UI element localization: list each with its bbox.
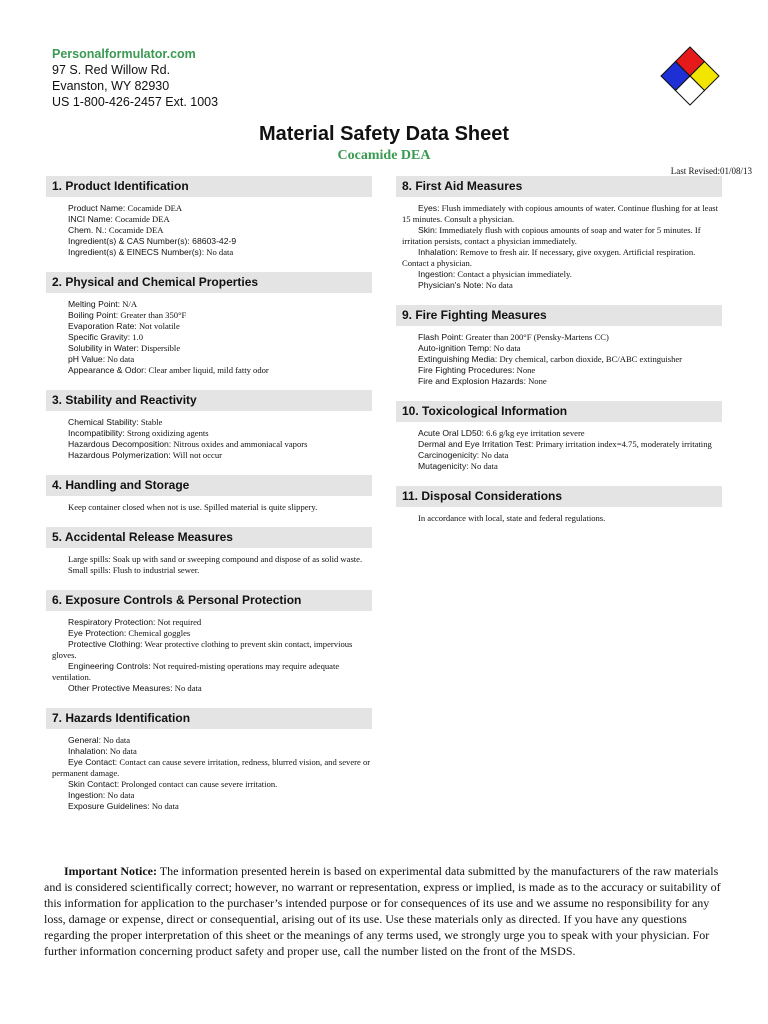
section-items: [396, 332, 722, 387]
field-label: Specific Gravity:: [68, 332, 131, 342]
product-subtitle: Cocamide DEA: [337, 148, 431, 163]
field-label: Acute Oral LD50:: [418, 428, 484, 438]
field-label: Carcinogenicity:: [418, 450, 480, 460]
field-value: No data: [100, 735, 131, 745]
field-row: [52, 801, 372, 812]
section-7-hazards-identification: [46, 708, 372, 812]
field-value: 1.0: [130, 332, 143, 342]
field-value: No data: [149, 801, 179, 811]
field-row: [52, 439, 372, 450]
section-heading: 6. Exposure Controls & Personal Protection: [46, 590, 372, 611]
field-label: Inhalation:: [68, 746, 108, 756]
left-column: [46, 176, 372, 826]
field-row: [402, 354, 722, 365]
field-value: Prolonged contact can cause severe irritation.: [119, 779, 278, 789]
field-row: [402, 225, 722, 247]
section-items: [46, 502, 372, 513]
last-revised-date: Last Revised:01/08/13: [670, 166, 752, 176]
field-value: Not volatile: [136, 321, 180, 331]
section-heading: 5. Accidental Release Measures: [46, 527, 372, 548]
field-value: Cocamide DEA: [112, 214, 170, 224]
field-label: Ingestion:: [68, 790, 106, 800]
field-value: Strong oxidizing agents: [124, 428, 209, 438]
section-items: [46, 617, 372, 694]
section-2-physical-and-chemical-properties: [46, 272, 372, 376]
field-row: [52, 757, 372, 779]
phone-number: US 1-800-426-2457 Ext. 1003: [52, 95, 219, 109]
field-row: [52, 236, 372, 247]
field-label: Ingestion:: [418, 269, 456, 279]
field-row: [52, 628, 372, 639]
field-value: Will not occur: [170, 450, 222, 460]
field-row: [52, 343, 372, 354]
field-row: [402, 439, 722, 450]
field-value: No data: [491, 343, 521, 353]
field-value: Greater than 200°F (Pensky-Martens CC): [463, 332, 609, 342]
field-label: Eye Contact:: [68, 757, 118, 767]
field-label: INCI Name:: [68, 214, 113, 224]
company-name[interactable]: Personalformulator.com: [52, 47, 196, 61]
field-row: [52, 502, 372, 513]
field-row: [52, 565, 372, 576]
field-row: [402, 332, 722, 343]
field-value: No data: [105, 354, 135, 364]
field-value: Chemical goggles: [126, 628, 191, 638]
field-value: None: [525, 376, 547, 386]
section-8-first-aid-measures: [396, 176, 722, 291]
field-value: Clear amber liquid, mild fatty odor: [146, 365, 269, 375]
section-heading: 8. First Aid Measures: [396, 176, 722, 197]
field-value: Cocamide DEA: [106, 225, 164, 235]
notice-text: The information presented herein is based on experimental data submitted by the manufacturers of the raw materials and is considered scientifically correct; however, no warrant or representation, express or implied, is made as to the accuracy or suitability of this information for application to the purchaser’s intended purpose or for consequences of its use and we assume no responsibility for any loss, damage or expense, direct or consequential, arising out of its use. Use these materials only as directed. If you have any questions regarding the proper interpretation of this sheet or the meanings of any terms used, we strongly urge you to speak with your physician. For further information concerning product safety and proper use, call the number listed on the front of the MSDS.: [44, 864, 721, 958]
field-value: No data: [468, 461, 498, 471]
field-value: No data: [483, 280, 513, 290]
field-row: [52, 450, 372, 461]
field-row: [402, 365, 722, 376]
field-value: Small spills: Flush to industrial sewer.: [68, 565, 200, 575]
field-label: Boiling Point:: [68, 310, 119, 320]
section-heading: 1. Product Identification: [46, 176, 372, 197]
field-row: [402, 269, 722, 280]
field-row: [52, 790, 372, 801]
field-label: Dermal and Eye Irritation Test:: [418, 439, 534, 449]
field-label: Skin Contact:: [68, 779, 120, 789]
field-value: Keep container closed when not is use. Spilled material is quite slippery.: [68, 502, 318, 512]
important-notice: [44, 863, 722, 959]
company-header: [52, 46, 218, 110]
field-value: No data: [204, 247, 234, 257]
field-label: Eye Protection:: [68, 628, 127, 638]
field-row: [52, 247, 372, 258]
field-label: Flash Point:: [418, 332, 464, 342]
field-value: Dispersible: [138, 343, 181, 353]
section-4-handling-and-storage: [46, 475, 372, 513]
field-row: [402, 247, 722, 269]
field-label: Ingredient(s) & EINECS Number(s):: [68, 247, 205, 257]
field-label: Solubility in Water:: [68, 343, 139, 353]
field-row: [52, 735, 372, 746]
section-heading: 9. Fire Fighting Measures: [396, 305, 722, 326]
section-10-toxicological-information: [396, 401, 722, 472]
field-label: Fire Fighting Procedures:: [418, 365, 515, 375]
section-items: [46, 735, 372, 812]
field-label: Exposure Guidelines:: [68, 801, 150, 811]
field-value: Cocamide DEA: [125, 203, 183, 213]
field-label: Appearance & Odor:: [68, 365, 147, 375]
field-label: General:: [68, 735, 101, 745]
field-row: [52, 299, 372, 310]
section-9-fire-fighting-measures: [396, 305, 722, 387]
address-line-2: Evanston, WY 82930: [52, 79, 170, 93]
field-row: [402, 461, 722, 472]
field-label: Eyes:: [418, 203, 440, 213]
field-label: Chem. N.:: [68, 225, 107, 235]
field-value: Dry chemical, carbon dioxide, BC/ABC extinguisher: [497, 354, 683, 364]
field-row: [402, 343, 722, 354]
field-label: Hazardous Decomposition:: [68, 439, 172, 449]
field-row: [52, 554, 372, 565]
field-value: Nitrous oxides and ammoniacal vapors: [171, 439, 308, 449]
field-value: No data: [107, 746, 137, 756]
field-label: Engineering Controls:: [68, 661, 151, 671]
field-label: Melting Point:: [68, 299, 121, 309]
field-row: [52, 746, 372, 757]
field-label: Incompatibility:: [68, 428, 125, 438]
field-row: [52, 683, 372, 694]
field-row: [52, 214, 372, 225]
field-value: Not required: [155, 617, 202, 627]
field-label: Mutagenicity:: [418, 461, 469, 471]
field-value: No data: [105, 790, 135, 800]
section-heading: 11. Disposal Considerations: [396, 486, 722, 507]
field-value: Wear protective clothing to prevent skin contact, impervious gloves.: [52, 639, 353, 660]
field-value: Immediately flush with copious amounts of soap and water for 5 minutes. If irritation persists, contact a physician immediately.: [402, 225, 701, 246]
field-row: [402, 450, 722, 461]
field-value: In accordance with local, state and federal regulations.: [418, 513, 606, 523]
field-value: Greater than 350°F: [118, 310, 187, 320]
field-row: [52, 354, 372, 365]
field-value: None: [514, 365, 536, 375]
address-line-1: 97 S. Red Willow Rd.: [52, 63, 171, 77]
section-5-accidental-release-measures: [46, 527, 372, 576]
field-row: [52, 365, 372, 376]
section-heading: 2. Physical and Chemical Properties: [46, 272, 372, 293]
field-label: Other Protective Measures:: [68, 683, 173, 693]
section-items: [396, 203, 722, 291]
section-heading: 10. Toxicological Information: [396, 401, 722, 422]
field-row: [52, 203, 372, 214]
notice-heading: Important Notice:: [64, 864, 157, 878]
field-row: [52, 225, 372, 236]
page-title: Material Safety Data Sheet: [258, 123, 510, 145]
field-label: Skin:: [418, 225, 438, 235]
section-items: [396, 513, 722, 524]
section-heading: 7. Hazards Identification: [46, 708, 372, 729]
field-label: Ingredient(s) & CAS Number(s): 68603-42-9: [68, 236, 237, 246]
nfpa-hazard-diamond-icon: [660, 46, 720, 106]
field-value: Contact a physician immediately.: [455, 269, 572, 279]
field-label: Respiratory Protection:: [68, 617, 156, 627]
field-row: [52, 321, 372, 332]
field-value: 6.6 g/kg eye irritation severe: [483, 428, 585, 438]
field-label: Extinguishing Media:: [418, 354, 498, 364]
field-row: [402, 280, 722, 291]
field-value: No data: [479, 450, 509, 460]
field-row: [52, 779, 372, 790]
section-items: [46, 203, 372, 258]
section-items: [46, 554, 372, 576]
field-value: No data: [172, 683, 202, 693]
field-label: Protective Clothing:: [68, 639, 143, 649]
field-value: Remove to fresh air. If necessary, give oxygen. Artificial respiration. Contact a physician.: [402, 247, 696, 268]
section-3-stability-and-reactivity: [46, 390, 372, 461]
field-row: [402, 513, 722, 524]
field-row: [52, 617, 372, 628]
field-label: Hazardous Polymerization:: [68, 450, 171, 460]
field-value: Primary irritation index=4.75, moderately irritating: [533, 439, 712, 449]
section-6-exposure-controls-personal-protection: [46, 590, 372, 694]
section-heading: 4. Handling and Storage: [46, 475, 372, 496]
field-label: Chemical Stability:: [68, 417, 139, 427]
field-row: [402, 376, 722, 387]
field-row: [52, 310, 372, 321]
right-column: [396, 176, 722, 538]
section-items: [396, 428, 722, 472]
field-value: Contact can cause severe irritation, redness, blurred vision, and severe or permanent damage.: [52, 757, 371, 778]
field-row: [52, 661, 372, 683]
section-heading: 3. Stability and Reactivity: [46, 390, 372, 411]
field-row: [52, 417, 372, 428]
section-11-disposal-considerations: [396, 486, 722, 524]
field-value: Flush immediately with copious amounts of water. Continue flushing for at least 15 minutes. Consult a physician.: [402, 203, 719, 224]
field-value: Not required-misting operations may require adequate ventilation.: [52, 661, 340, 682]
section-items: [46, 299, 372, 376]
field-row: [52, 428, 372, 439]
field-value: Large spills: Soak up with sand or sweeping compound and dispose of as solid waste.: [68, 554, 363, 564]
field-label: Evaporation Rate:: [68, 321, 137, 331]
field-label: Product Name:: [68, 203, 126, 213]
field-value: N/A: [120, 299, 138, 309]
section-1-product-identification: [46, 176, 372, 258]
field-label: Fire and Explosion Hazards:: [418, 376, 526, 386]
field-label: Physician's Note:: [418, 280, 484, 290]
field-label: pH Value:: [68, 354, 106, 364]
field-row: [52, 639, 372, 661]
field-row: [52, 332, 372, 343]
field-row: [402, 428, 722, 439]
section-items: [46, 417, 372, 461]
field-label: Inhalation:: [418, 247, 458, 257]
field-value: Stable: [138, 417, 163, 427]
field-label: Auto-ignition Temp:: [418, 343, 492, 353]
field-row: [402, 203, 722, 225]
